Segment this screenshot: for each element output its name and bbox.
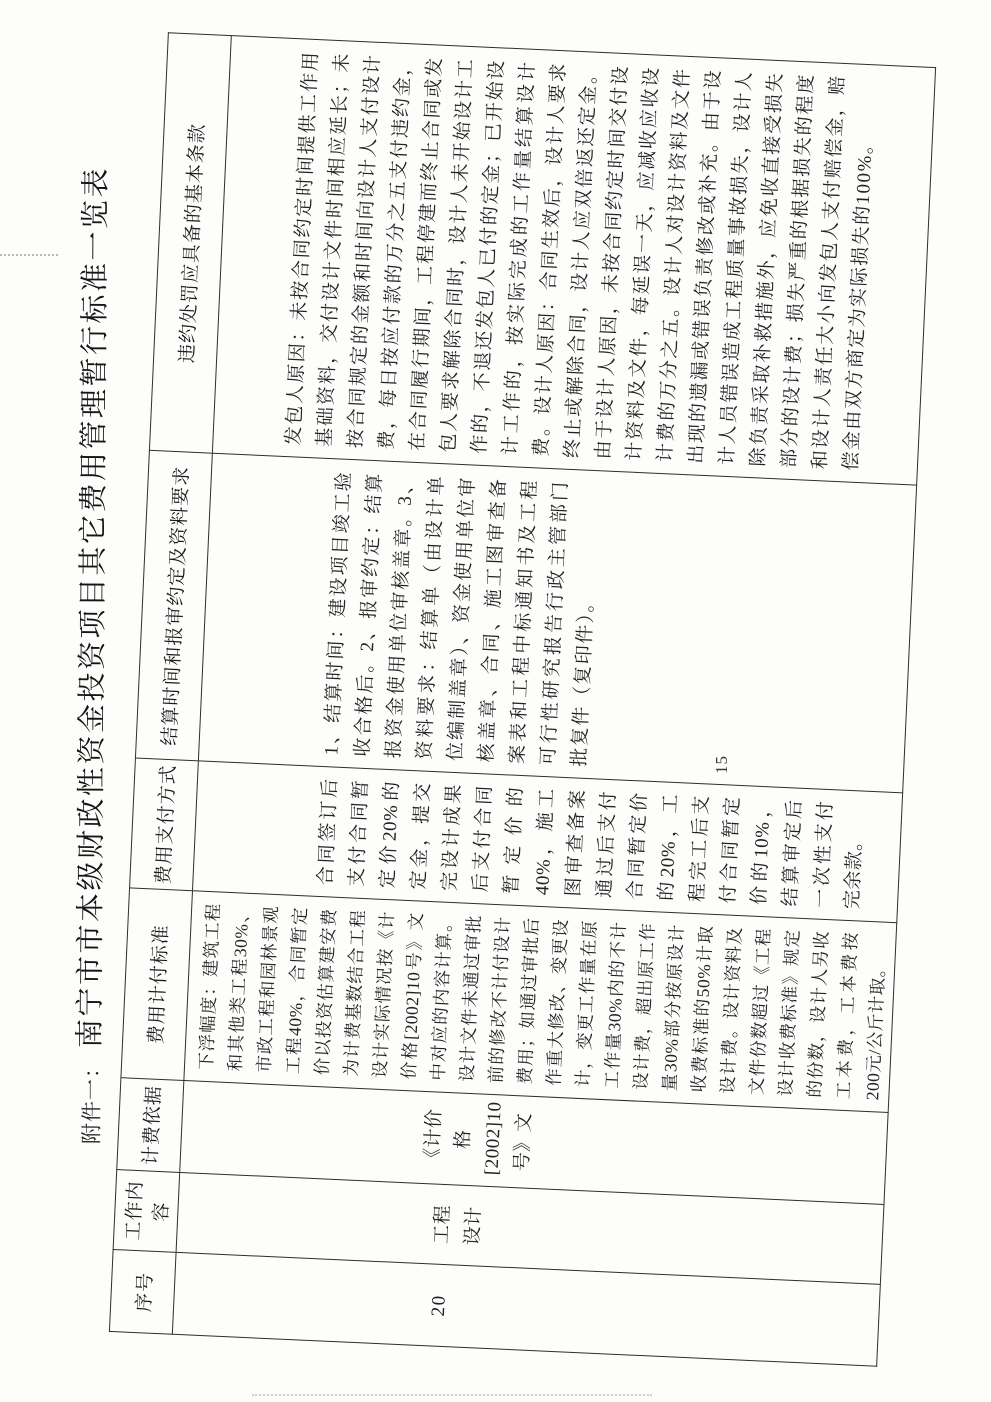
page-number: 15 [712,755,731,774]
cell-payment-method: 合同签订后支付合同暂定价20%的定金，提交完设计成果后支付合同暂定价的40%，施工图审查备案通过后支付合同暂定价的20%，工程完工后支付合同暂定价的10%，结算审定后一次性支付完余款。 [315,777,867,910]
col-header-settlement-terms: 结算时间和报审约定及资料要求 [135,450,212,761]
attachment-label: 附件一： [79,1055,105,1145]
fee-standards-table [109,32,936,1367]
col-header-fee-basis: 计费依据 [117,1078,184,1173]
cell-settlement-terms: 1、结算时间：建设项目竣工验收合格后。2、报审约定：结算报资金使用单位审核盖章。3、资料要求：结算单（由设计单位编制盖章）、资金使用单位审核盖章、合同、施工图审查备案表和工程中标通知书及工程可行性研究报告行政主管部门批复件（复印件）。 [321,470,598,768]
scan-dotted-artifact [252,1394,652,1396]
cell-breach-penalty: 发包人原因：未按合同约定时间提供工作用基础资料，交付设计文件时间相应延长；未按合同规定的金额和时间向设计人支付设计费，每日按应付款的万分之五支付违约金，在合同履行期间，工程停建而终止合同或发包人要求解除合同时，设计人未开始设计工作的，不退还发包人已付的定金；已开始设计工作的，按实际完成的工作量结算设计费。设计人原因：合同生效后，设计人要求终止或解除合同，设计人应双倍返还定金。由于设计人原因，未按合同约定时间交付设计资料及文件，每延误一天，应减收应收设计费的万分之五。设计人对设计资料及文件出现的遗漏或错误负责修改或补充。由于设计人员错误造成工程质量事故损失，设计人除负责采取补救措施外，应免收直接受损失部分的设计费；损失严重的根据损失的程度和设计人责任大小向发包人支付赔偿金，赔偿金由双方商定为实际损失的100%。 [283,50,878,472]
col-header-serial-number: 序号 [109,1249,176,1334]
page-title: 南宁市市本级财政性资金投资项目其它费用管理暂行标准一览表 [74,165,113,1049]
cell-fee-basis: 《计价格[2002]10号》文 [421,1101,536,1176]
cell-work-content: 工程设计 [431,1204,485,1246]
col-header-payment-method: 费用支付方式 [130,758,199,891]
col-header-breach-penalty: 违约处罚应具备的基本条款 [149,33,231,453]
scan-dotted-artifact [0,254,58,256]
document-header [67,166,115,1144]
cell-fee-standard: 下浮幅度：建筑工程和其他类工程30%、市政工程和园林景观工程40%，合同暂定价以投资估算建安费为计费基数结合工程设计实际情况按《计价格[2002]10号》文中对应的内容计算。设计文件未通过审批前的修改不计付设计费用；如通过审批后作重大修改、变更设计，变更工作量在原工作量30%内的不计设计费，超出原工作量30%部分按原设计收费标准的50%计取设计费。设计资料及文件份数超过《工程设计收费标准》规定的份数，设计人另收工本费，工本费按200元/公斤计取。 [195,902,889,1101]
table-row [172,36,935,1367]
cell-serial-number: 20 [427,1293,450,1317]
col-header-work-content: 工作内容 [113,1170,180,1253]
col-header-fee-standard: 费用计付标准 [121,888,193,1081]
